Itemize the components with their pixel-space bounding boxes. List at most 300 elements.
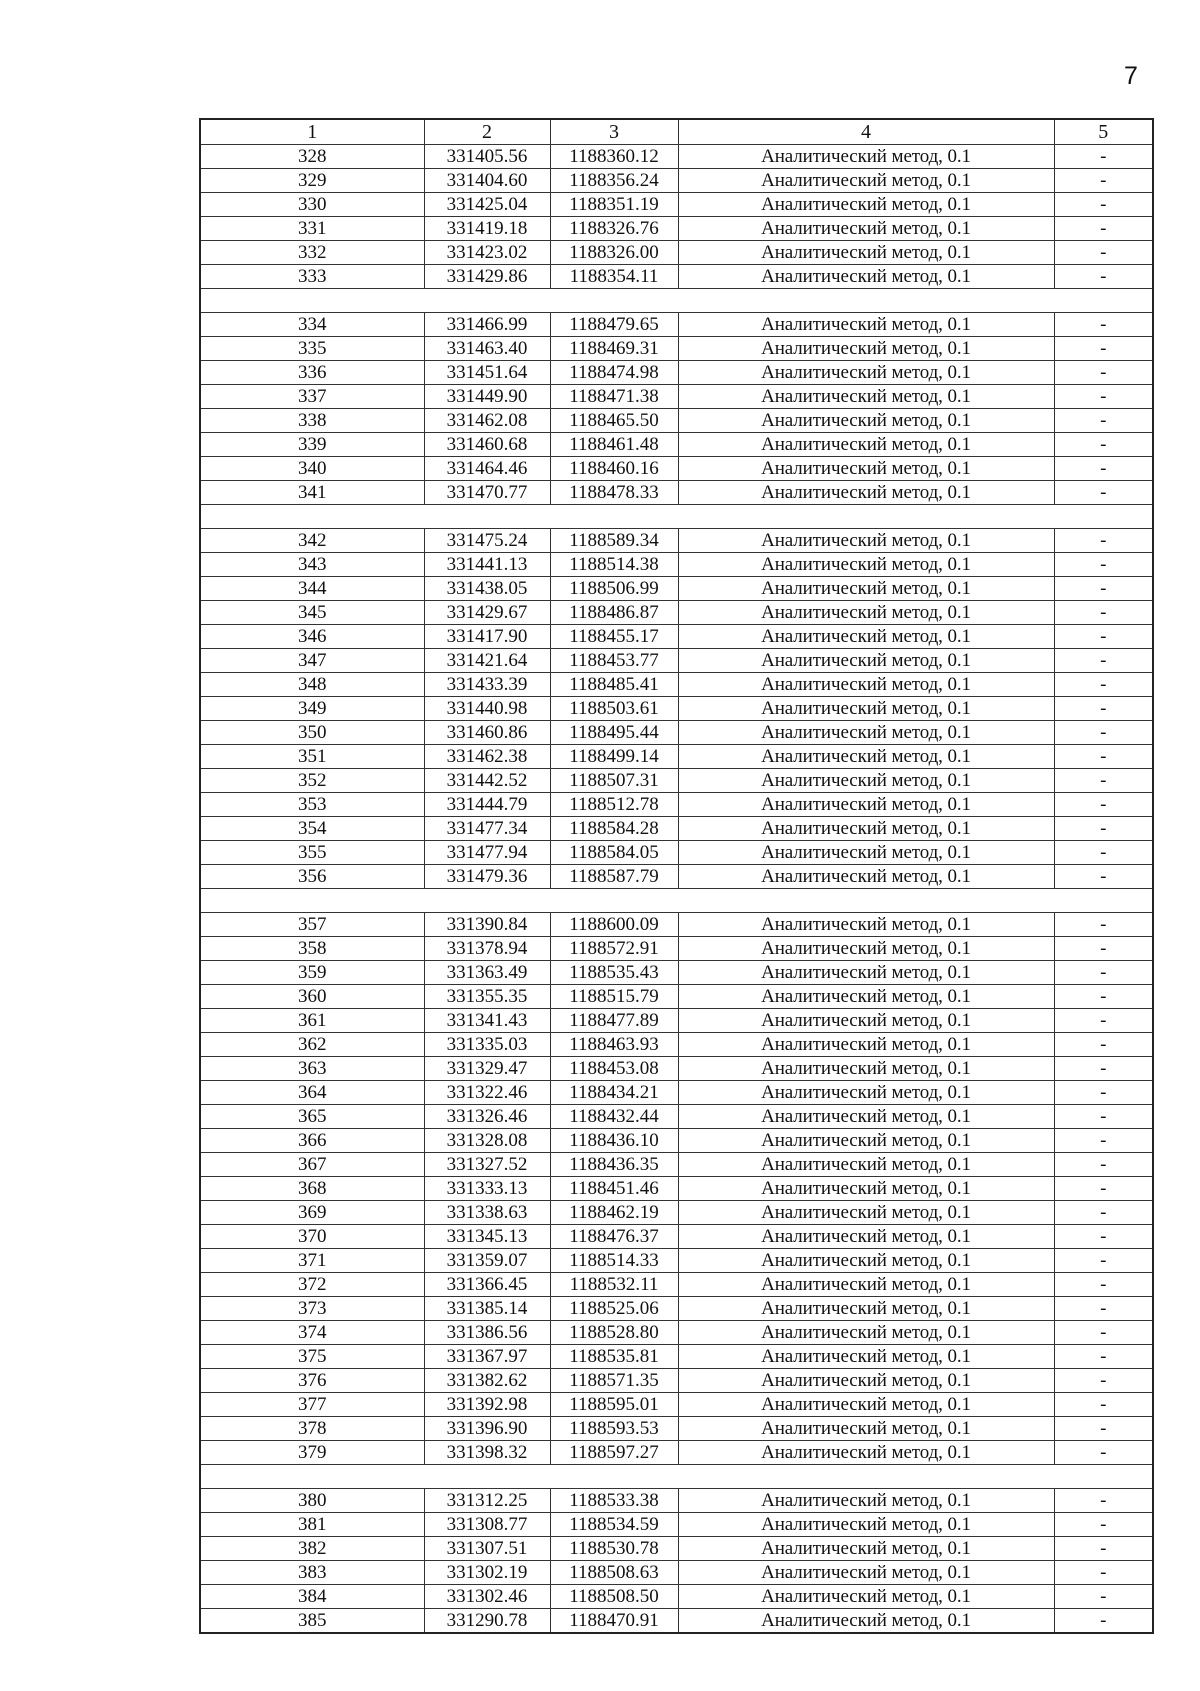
x-coordinate-cell: 331449.90	[424, 385, 550, 409]
x-coordinate-cell: 331423.02	[424, 241, 550, 265]
table-row	[200, 817, 1153, 841]
point-number-cell: 337	[200, 385, 424, 409]
table-row	[200, 409, 1153, 433]
point-number-cell: 371	[200, 1249, 424, 1273]
method-cell: Аналитический метод, 0.1	[678, 1081, 1054, 1105]
x-coordinate-cell: 331355.35	[424, 985, 550, 1009]
remark-cell: -	[1054, 1537, 1153, 1561]
group-separator-cell	[200, 289, 1153, 313]
x-coordinate-cell: 331328.08	[424, 1129, 550, 1153]
table-row	[200, 793, 1153, 817]
y-coordinate-cell: 1188535.43	[550, 961, 678, 985]
y-coordinate-cell: 1188451.46	[550, 1177, 678, 1201]
remark-cell: -	[1054, 865, 1153, 889]
x-coordinate-cell: 331442.52	[424, 769, 550, 793]
point-number-cell: 368	[200, 1177, 424, 1201]
x-coordinate-cell: 331441.13	[424, 553, 550, 577]
column-header-3: 3	[550, 119, 678, 145]
page-number: 7	[1124, 62, 1138, 90]
table-header	[200, 119, 1153, 145]
table-row	[200, 1129, 1153, 1153]
point-number-cell: 350	[200, 721, 424, 745]
point-number-cell: 359	[200, 961, 424, 985]
remark-cell: -	[1054, 1153, 1153, 1177]
method-cell: Аналитический метод, 0.1	[678, 937, 1054, 961]
table-row	[200, 625, 1153, 649]
method-cell: Аналитический метод, 0.1	[678, 865, 1054, 889]
y-coordinate-cell: 1188595.01	[550, 1393, 678, 1417]
method-cell: Аналитический метод, 0.1	[678, 769, 1054, 793]
point-number-cell: 345	[200, 601, 424, 625]
point-number-cell: 358	[200, 937, 424, 961]
y-coordinate-cell: 1188436.35	[550, 1153, 678, 1177]
point-number-cell: 380	[200, 1489, 424, 1513]
table-row	[200, 1585, 1153, 1609]
x-coordinate-cell: 331405.56	[424, 145, 550, 169]
table-row	[200, 529, 1153, 553]
x-coordinate-cell: 331477.34	[424, 817, 550, 841]
method-cell: Аналитический метод, 0.1	[678, 433, 1054, 457]
remark-cell: -	[1054, 1297, 1153, 1321]
y-coordinate-cell: 1188478.33	[550, 481, 678, 505]
column-header-2: 2	[424, 119, 550, 145]
x-coordinate-cell: 331302.46	[424, 1585, 550, 1609]
x-coordinate-cell: 331390.84	[424, 913, 550, 937]
remark-cell: -	[1054, 697, 1153, 721]
remark-cell: -	[1054, 1513, 1153, 1537]
x-coordinate-cell: 331335.03	[424, 1033, 550, 1057]
table-row	[200, 217, 1153, 241]
group-separator-cell	[200, 505, 1153, 529]
table-row	[200, 1297, 1153, 1321]
remark-cell: -	[1054, 913, 1153, 937]
remark-cell: -	[1054, 1369, 1153, 1393]
point-number-cell: 341	[200, 481, 424, 505]
x-coordinate-cell: 331382.62	[424, 1369, 550, 1393]
x-coordinate-cell: 331462.08	[424, 409, 550, 433]
table-row	[200, 1201, 1153, 1225]
x-coordinate-cell: 331462.38	[424, 745, 550, 769]
method-cell: Аналитический метод, 0.1	[678, 241, 1054, 265]
y-coordinate-cell: 1188528.80	[550, 1321, 678, 1345]
point-number-cell: 372	[200, 1273, 424, 1297]
method-cell: Аналитический метод, 0.1	[678, 1489, 1054, 1513]
point-number-cell: 334	[200, 313, 424, 337]
point-number-cell: 333	[200, 265, 424, 289]
point-number-cell: 353	[200, 793, 424, 817]
point-number-cell: 352	[200, 769, 424, 793]
remark-cell: -	[1054, 241, 1153, 265]
remark-cell: -	[1054, 409, 1153, 433]
coordinates-table	[199, 118, 1154, 1634]
y-coordinate-cell: 1188587.79	[550, 865, 678, 889]
method-cell: Аналитический метод, 0.1	[678, 1105, 1054, 1129]
x-coordinate-cell: 331479.36	[424, 865, 550, 889]
y-coordinate-cell: 1188508.50	[550, 1585, 678, 1609]
table-row	[200, 1369, 1153, 1393]
table-row	[200, 577, 1153, 601]
remark-cell: -	[1054, 1417, 1153, 1441]
method-cell: Аналитический метод, 0.1	[678, 601, 1054, 625]
remark-cell: -	[1054, 1345, 1153, 1369]
point-number-cell: 348	[200, 673, 424, 697]
method-cell: Аналитический метод, 0.1	[678, 817, 1054, 841]
y-coordinate-cell: 1188463.93	[550, 1033, 678, 1057]
remark-cell: -	[1054, 265, 1153, 289]
point-number-cell: 376	[200, 1369, 424, 1393]
group-separator-cell	[200, 1465, 1153, 1489]
remark-cell: -	[1054, 721, 1153, 745]
table-row	[200, 1513, 1153, 1537]
x-coordinate-cell: 331463.40	[424, 337, 550, 361]
remark-cell: -	[1054, 385, 1153, 409]
method-cell: Аналитический метод, 0.1	[678, 721, 1054, 745]
table-body	[200, 145, 1153, 1634]
method-cell: Аналитический метод, 0.1	[678, 745, 1054, 769]
y-coordinate-cell: 1188514.38	[550, 553, 678, 577]
x-coordinate-cell: 331460.68	[424, 433, 550, 457]
group-separator-cell	[200, 889, 1153, 913]
y-coordinate-cell: 1188471.38	[550, 385, 678, 409]
x-coordinate-cell: 331333.13	[424, 1177, 550, 1201]
method-cell: Аналитический метод, 0.1	[678, 1561, 1054, 1585]
table-row	[200, 241, 1153, 265]
coordinates-table-container	[199, 118, 1152, 1634]
table-row	[200, 1321, 1153, 1345]
method-cell: Аналитический метод, 0.1	[678, 217, 1054, 241]
y-coordinate-cell: 1188495.44	[550, 721, 678, 745]
remark-cell: -	[1054, 1177, 1153, 1201]
method-cell: Аналитический метод, 0.1	[678, 361, 1054, 385]
x-coordinate-cell: 331440.98	[424, 697, 550, 721]
method-cell: Аналитический метод, 0.1	[678, 1033, 1054, 1057]
method-cell: Аналитический метод, 0.1	[678, 1609, 1054, 1634]
table-row	[200, 1225, 1153, 1249]
point-number-cell: 340	[200, 457, 424, 481]
table-row	[200, 1009, 1153, 1033]
column-header-5: 5	[1054, 119, 1153, 145]
table-row	[200, 985, 1153, 1009]
y-coordinate-cell: 1188530.78	[550, 1537, 678, 1561]
y-coordinate-cell: 1188506.99	[550, 577, 678, 601]
remark-cell: -	[1054, 1249, 1153, 1273]
method-cell: Аналитический метод, 0.1	[678, 1585, 1054, 1609]
table-row	[200, 481, 1153, 505]
method-cell: Аналитический метод, 0.1	[678, 265, 1054, 289]
table-row	[200, 337, 1153, 361]
remark-cell: -	[1054, 601, 1153, 625]
point-number-cell: 346	[200, 625, 424, 649]
method-cell: Аналитический метод, 0.1	[678, 313, 1054, 337]
y-coordinate-cell: 1188465.50	[550, 409, 678, 433]
y-coordinate-cell: 1188453.08	[550, 1057, 678, 1081]
remark-cell: -	[1054, 1057, 1153, 1081]
table-row	[200, 457, 1153, 481]
point-number-cell: 369	[200, 1201, 424, 1225]
y-coordinate-cell: 1188533.38	[550, 1489, 678, 1513]
point-number-cell: 335	[200, 337, 424, 361]
point-number-cell: 373	[200, 1297, 424, 1321]
point-number-cell: 347	[200, 649, 424, 673]
x-coordinate-cell: 331322.46	[424, 1081, 550, 1105]
table-row	[200, 1561, 1153, 1585]
x-coordinate-cell: 331477.94	[424, 841, 550, 865]
column-header-4: 4	[678, 119, 1054, 145]
y-coordinate-cell: 1188479.65	[550, 313, 678, 337]
remark-cell: -	[1054, 481, 1153, 505]
y-coordinate-cell: 1188432.44	[550, 1105, 678, 1129]
y-coordinate-cell: 1188453.77	[550, 649, 678, 673]
x-coordinate-cell: 331363.49	[424, 961, 550, 985]
method-cell: Аналитический метод, 0.1	[678, 985, 1054, 1009]
method-cell: Аналитический метод, 0.1	[678, 1369, 1054, 1393]
x-coordinate-cell: 331366.45	[424, 1273, 550, 1297]
point-number-cell: 362	[200, 1033, 424, 1057]
x-coordinate-cell: 331327.52	[424, 1153, 550, 1177]
table-row	[200, 1033, 1153, 1057]
remark-cell: -	[1054, 553, 1153, 577]
table-row	[200, 961, 1153, 985]
method-cell: Аналитический метод, 0.1	[678, 649, 1054, 673]
remark-cell: -	[1054, 1105, 1153, 1129]
x-coordinate-cell: 331475.24	[424, 529, 550, 553]
x-coordinate-cell: 331341.43	[424, 1009, 550, 1033]
table-row	[200, 841, 1153, 865]
y-coordinate-cell: 1188508.63	[550, 1561, 678, 1585]
remark-cell: -	[1054, 313, 1153, 337]
remark-cell: -	[1054, 1489, 1153, 1513]
point-number-cell: 382	[200, 1537, 424, 1561]
y-coordinate-cell: 1188512.78	[550, 793, 678, 817]
method-cell: Аналитический метод, 0.1	[678, 1513, 1054, 1537]
x-coordinate-cell: 331326.46	[424, 1105, 550, 1129]
method-cell: Аналитический метод, 0.1	[678, 1177, 1054, 1201]
y-coordinate-cell: 1188589.34	[550, 529, 678, 553]
y-coordinate-cell: 1188460.16	[550, 457, 678, 481]
x-coordinate-cell: 331429.86	[424, 265, 550, 289]
x-coordinate-cell: 331367.97	[424, 1345, 550, 1369]
table-row	[200, 673, 1153, 697]
remark-cell: -	[1054, 937, 1153, 961]
remark-cell: -	[1054, 145, 1153, 169]
x-coordinate-cell: 331329.47	[424, 1057, 550, 1081]
group-separator-row	[200, 889, 1153, 913]
x-coordinate-cell: 331290.78	[424, 1609, 550, 1634]
method-cell: Аналитический метод, 0.1	[678, 409, 1054, 433]
remark-cell: -	[1054, 193, 1153, 217]
table-row	[200, 1057, 1153, 1081]
remark-cell: -	[1054, 985, 1153, 1009]
point-number-cell: 375	[200, 1345, 424, 1369]
remark-cell: -	[1054, 361, 1153, 385]
remark-cell: -	[1054, 529, 1153, 553]
x-coordinate-cell: 331444.79	[424, 793, 550, 817]
table-row	[200, 697, 1153, 721]
method-cell: Аналитический метод, 0.1	[678, 1129, 1054, 1153]
table-row	[200, 313, 1153, 337]
table-row	[200, 1537, 1153, 1561]
y-coordinate-cell: 1188534.59	[550, 1513, 678, 1537]
y-coordinate-cell: 1188476.37	[550, 1225, 678, 1249]
x-coordinate-cell: 331378.94	[424, 937, 550, 961]
remark-cell: -	[1054, 337, 1153, 361]
point-number-cell: 365	[200, 1105, 424, 1129]
y-coordinate-cell: 1188503.61	[550, 697, 678, 721]
y-coordinate-cell: 1188360.12	[550, 145, 678, 169]
point-number-cell: 332	[200, 241, 424, 265]
method-cell: Аналитический метод, 0.1	[678, 1225, 1054, 1249]
point-number-cell: 363	[200, 1057, 424, 1081]
method-cell: Аналитический метод, 0.1	[678, 145, 1054, 169]
x-coordinate-cell: 331419.18	[424, 217, 550, 241]
remark-cell: -	[1054, 1321, 1153, 1345]
method-cell: Аналитический метод, 0.1	[678, 385, 1054, 409]
y-coordinate-cell: 1188455.17	[550, 625, 678, 649]
point-number-cell: 342	[200, 529, 424, 553]
point-number-cell: 381	[200, 1513, 424, 1537]
table-row	[200, 193, 1153, 217]
point-number-cell: 356	[200, 865, 424, 889]
y-coordinate-cell: 1188436.10	[550, 1129, 678, 1153]
y-coordinate-cell: 1188470.91	[550, 1609, 678, 1634]
x-coordinate-cell: 331466.99	[424, 313, 550, 337]
remark-cell: -	[1054, 793, 1153, 817]
remark-cell: -	[1054, 1561, 1153, 1585]
remark-cell: -	[1054, 433, 1153, 457]
method-cell: Аналитический метод, 0.1	[678, 1441, 1054, 1465]
method-cell: Аналитический метод, 0.1	[678, 913, 1054, 937]
method-cell: Аналитический метод, 0.1	[678, 673, 1054, 697]
remark-cell: -	[1054, 673, 1153, 697]
y-coordinate-cell: 1188326.76	[550, 217, 678, 241]
remark-cell: -	[1054, 961, 1153, 985]
table-row	[200, 649, 1153, 673]
remark-cell: -	[1054, 1609, 1153, 1634]
point-number-cell: 364	[200, 1081, 424, 1105]
method-cell: Аналитический метод, 0.1	[678, 529, 1054, 553]
table-row	[200, 1345, 1153, 1369]
table-row	[200, 553, 1153, 577]
point-number-cell: 377	[200, 1393, 424, 1417]
point-number-cell: 367	[200, 1153, 424, 1177]
point-number-cell: 349	[200, 697, 424, 721]
point-number-cell: 351	[200, 745, 424, 769]
x-coordinate-cell: 331404.60	[424, 169, 550, 193]
group-separator-row	[200, 1465, 1153, 1489]
table-row	[200, 361, 1153, 385]
method-cell: Аналитический метод, 0.1	[678, 1009, 1054, 1033]
table-row	[200, 601, 1153, 625]
method-cell: Аналитический метод, 0.1	[678, 1321, 1054, 1345]
remark-cell: -	[1054, 1009, 1153, 1033]
table-row	[200, 145, 1153, 169]
x-coordinate-cell: 331307.51	[424, 1537, 550, 1561]
method-cell: Аналитический метод, 0.1	[678, 1297, 1054, 1321]
remark-cell: -	[1054, 1393, 1153, 1417]
y-coordinate-cell: 1188532.11	[550, 1273, 678, 1297]
point-number-cell: 339	[200, 433, 424, 457]
table-row	[200, 1441, 1153, 1465]
x-coordinate-cell: 331386.56	[424, 1321, 550, 1345]
remark-cell: -	[1054, 1081, 1153, 1105]
point-number-cell: 385	[200, 1609, 424, 1634]
y-coordinate-cell: 1188486.87	[550, 601, 678, 625]
remark-cell: -	[1054, 577, 1153, 601]
x-coordinate-cell: 331302.19	[424, 1561, 550, 1585]
point-number-cell: 336	[200, 361, 424, 385]
point-number-cell: 384	[200, 1585, 424, 1609]
method-cell: Аналитический метод, 0.1	[678, 1537, 1054, 1561]
point-number-cell: 357	[200, 913, 424, 937]
y-coordinate-cell: 1188356.24	[550, 169, 678, 193]
table-row	[200, 937, 1153, 961]
table-row	[200, 745, 1153, 769]
table-row	[200, 1177, 1153, 1201]
y-coordinate-cell: 1188584.28	[550, 817, 678, 841]
table-row	[200, 1393, 1153, 1417]
table-row	[200, 865, 1153, 889]
y-coordinate-cell: 1188525.06	[550, 1297, 678, 1321]
x-coordinate-cell: 331392.98	[424, 1393, 550, 1417]
x-coordinate-cell: 331417.90	[424, 625, 550, 649]
method-cell: Аналитический метод, 0.1	[678, 625, 1054, 649]
x-coordinate-cell: 331338.63	[424, 1201, 550, 1225]
y-coordinate-cell: 1188434.21	[550, 1081, 678, 1105]
column-header-1: 1	[200, 119, 424, 145]
table-row	[200, 1081, 1153, 1105]
point-number-cell: 374	[200, 1321, 424, 1345]
method-cell: Аналитический метод, 0.1	[678, 481, 1054, 505]
x-coordinate-cell: 331470.77	[424, 481, 550, 505]
method-cell: Аналитический метод, 0.1	[678, 337, 1054, 361]
x-coordinate-cell: 331438.05	[424, 577, 550, 601]
remark-cell: -	[1054, 817, 1153, 841]
y-coordinate-cell: 1188584.05	[550, 841, 678, 865]
table-row	[200, 385, 1153, 409]
method-cell: Аналитический метод, 0.1	[678, 1273, 1054, 1297]
x-coordinate-cell: 331398.32	[424, 1441, 550, 1465]
y-coordinate-cell: 1188515.79	[550, 985, 678, 1009]
method-cell: Аналитический метод, 0.1	[678, 553, 1054, 577]
remark-cell: -	[1054, 1033, 1153, 1057]
table-row	[200, 1105, 1153, 1129]
method-cell: Аналитический метод, 0.1	[678, 1345, 1054, 1369]
y-coordinate-cell: 1188326.00	[550, 241, 678, 265]
method-cell: Аналитический метод, 0.1	[678, 1201, 1054, 1225]
remark-cell: -	[1054, 1225, 1153, 1249]
y-coordinate-cell: 1188474.98	[550, 361, 678, 385]
method-cell: Аналитический метод, 0.1	[678, 961, 1054, 985]
method-cell: Аналитический метод, 0.1	[678, 577, 1054, 601]
table-row	[200, 1609, 1153, 1634]
point-number-cell: 370	[200, 1225, 424, 1249]
table-row	[200, 913, 1153, 937]
y-coordinate-cell: 1188485.41	[550, 673, 678, 697]
group-separator-row	[200, 289, 1153, 313]
remark-cell: -	[1054, 169, 1153, 193]
method-cell: Аналитический метод, 0.1	[678, 457, 1054, 481]
method-cell: Аналитический метод, 0.1	[678, 1393, 1054, 1417]
method-cell: Аналитический метод, 0.1	[678, 193, 1054, 217]
x-coordinate-cell: 331421.64	[424, 649, 550, 673]
point-number-cell: 344	[200, 577, 424, 601]
remark-cell: -	[1054, 769, 1153, 793]
x-coordinate-cell: 331429.67	[424, 601, 550, 625]
y-coordinate-cell: 1188535.81	[550, 1345, 678, 1369]
remark-cell: -	[1054, 625, 1153, 649]
point-number-cell: 343	[200, 553, 424, 577]
y-coordinate-cell: 1188477.89	[550, 1009, 678, 1033]
